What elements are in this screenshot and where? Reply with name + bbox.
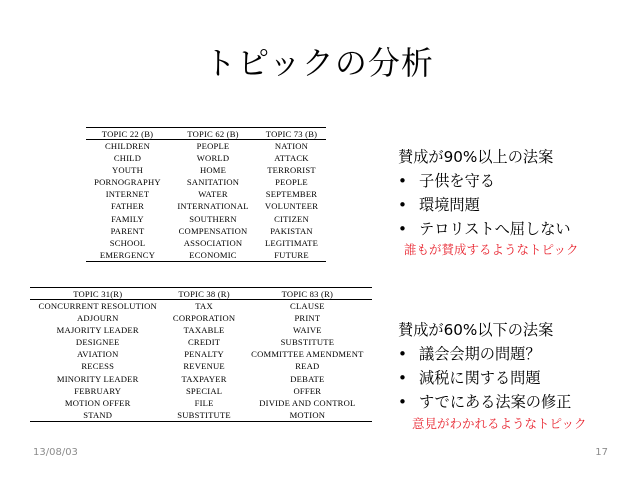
table-row: [30, 373, 372, 385]
table-cell: CITIZEN: [274, 213, 309, 224]
table-cell: SANITATION: [186, 177, 240, 188]
table-cell: SPECIAL: [185, 385, 223, 396]
table-cell: WORLD: [196, 153, 230, 164]
table-cell: PEOPLE: [196, 141, 230, 151]
list-item: • 議会会期の問題？: [398, 342, 571, 366]
table-cell: AVIATION: [76, 349, 119, 360]
table-cell: LEGITIMATE: [264, 237, 319, 248]
topic-table-top: [86, 127, 326, 262]
table-row: [86, 140, 326, 153]
table-cell: ATTACK: [274, 153, 309, 164]
column-header: TOPIC 83 (R): [243, 288, 372, 300]
table-row: [86, 225, 326, 237]
table-cell: PRINT: [294, 313, 321, 324]
table-row: [86, 176, 326, 188]
table-cell: WAIVE: [293, 325, 322, 336]
table-header-row: [30, 288, 372, 300]
notes-summary: 意見がわかれるようなトピック: [412, 416, 587, 431]
table-cell: YOUTH: [111, 165, 144, 176]
list-item: • 減税に関する問題: [398, 366, 571, 390]
list-item: • 子供を守る: [398, 169, 571, 193]
table-cell: ECONOMIC: [169, 249, 257, 262]
notes-summary: 誰もが賛成するようなトピック: [404, 242, 579, 257]
table-header-row: [86, 128, 326, 140]
table-cell: DESIGNEE: [75, 337, 120, 348]
table-row: [30, 312, 372, 324]
table-cell: WATER: [198, 189, 228, 200]
table-cell: TERRORIST: [267, 165, 316, 176]
table-cell: NATION: [274, 141, 309, 151]
table-cell: CHILD: [113, 153, 142, 164]
table-cell: REVENUE: [183, 361, 225, 372]
table-row: [86, 164, 326, 176]
list-item: • テロリストへ屈しない: [398, 217, 571, 241]
topic-table-bottom: [30, 287, 372, 422]
table-cell: CONCURRENT RESOLUTION: [38, 301, 157, 311]
table-row: [30, 348, 372, 360]
table-row: [30, 360, 372, 372]
list-item: • 環境問題: [398, 193, 571, 217]
table-cell: FUTURE: [257, 249, 326, 262]
table-row: [30, 324, 372, 336]
table-row: [86, 213, 326, 225]
table-row: [30, 336, 372, 348]
table-row: [30, 409, 372, 422]
table-cell: PORNOGRAPHY: [94, 177, 161, 188]
table-cell: MINORITY LEADER: [56, 373, 139, 384]
table-row: [30, 300, 372, 313]
slide-date: 13/08/03: [33, 447, 78, 458]
notes-high-support: [398, 145, 571, 241]
table-cell: SUBSTITUTE: [165, 409, 242, 422]
table-cell: FAMILY: [111, 213, 144, 224]
table-cell: CLAUSE: [290, 301, 325, 311]
notes-low-support: [398, 318, 571, 414]
table-cell: DEBATE: [290, 373, 325, 384]
table-cell: SEPTEMBER: [265, 189, 318, 200]
table-cell: MAJORITY LEADER: [56, 325, 139, 336]
table-cell: TAX: [195, 301, 213, 311]
table-cell: MOTION OFFER: [64, 397, 131, 408]
table-cell: FATHER: [111, 201, 145, 212]
table-cell: CREDIT: [187, 337, 221, 348]
slide-title: トピックの分析: [204, 44, 434, 82]
notes-list: [398, 169, 571, 241]
column-header: TOPIC 38 (R): [165, 288, 242, 300]
table-row: [86, 237, 326, 249]
column-header: TOPIC 62 (B): [169, 128, 257, 140]
slide-page-number: 17: [595, 447, 608, 458]
table-row: [86, 152, 326, 164]
table-cell: EMERGENCY: [86, 249, 169, 262]
table-cell: PAKISTAN: [270, 225, 313, 236]
table-row: [86, 200, 326, 212]
list-item: • すでにある法案の修正: [398, 390, 571, 414]
table-cell: INTERNET: [105, 189, 150, 200]
table-row: [86, 188, 326, 200]
notes-list: [398, 342, 571, 414]
table-cell: TAXPAYER: [181, 373, 227, 384]
table-cell: SCHOOL: [109, 237, 146, 248]
table-cell: STAND: [30, 409, 165, 422]
column-header: TOPIC 22 (B): [86, 128, 169, 140]
table-cell: FILE: [194, 397, 214, 408]
table-cell: CORPORATION: [172, 313, 236, 324]
table-cell: TAXABLE: [183, 325, 225, 336]
table-cell: ASSOCIATION: [183, 237, 243, 248]
table-cell: PENALTY: [184, 349, 224, 360]
table-row: [86, 249, 326, 262]
table-cell: PEOPLE: [275, 177, 308, 188]
table-cell: READ: [295, 361, 320, 372]
table-cell: RECESS: [81, 361, 115, 372]
table-row: [30, 385, 372, 397]
column-header: TOPIC 31(R): [30, 288, 165, 300]
table-cell: SUBSTITUTE: [280, 337, 335, 348]
table-cell: INTERNATIONAL: [177, 201, 249, 212]
table-cell: MOTION: [243, 409, 372, 422]
notes-heading: 賛成が60%以下の法案: [398, 321, 554, 339]
table-cell: SOUTHERN: [189, 213, 237, 224]
table-cell: ADJOURN: [76, 313, 119, 324]
table-cell: PARENT: [110, 225, 145, 236]
table-cell: VOLUNTEER: [264, 201, 319, 212]
notes-heading: 賛成が90%以上の法案: [398, 148, 554, 166]
table-cell: CHILDREN: [104, 141, 151, 151]
column-header: TOPIC 73 (B): [257, 128, 326, 140]
table-row: [30, 397, 372, 409]
table-cell: COMMITTEE AMENDMENT: [251, 349, 364, 360]
table-cell: COMPENSATION: [178, 225, 248, 236]
table-cell: OFFER: [293, 385, 322, 396]
table-cell: DIVIDE AND CONTROL: [259, 397, 356, 408]
table-cell: FEBRUARY: [74, 385, 122, 396]
table-cell: HOME: [199, 165, 227, 176]
